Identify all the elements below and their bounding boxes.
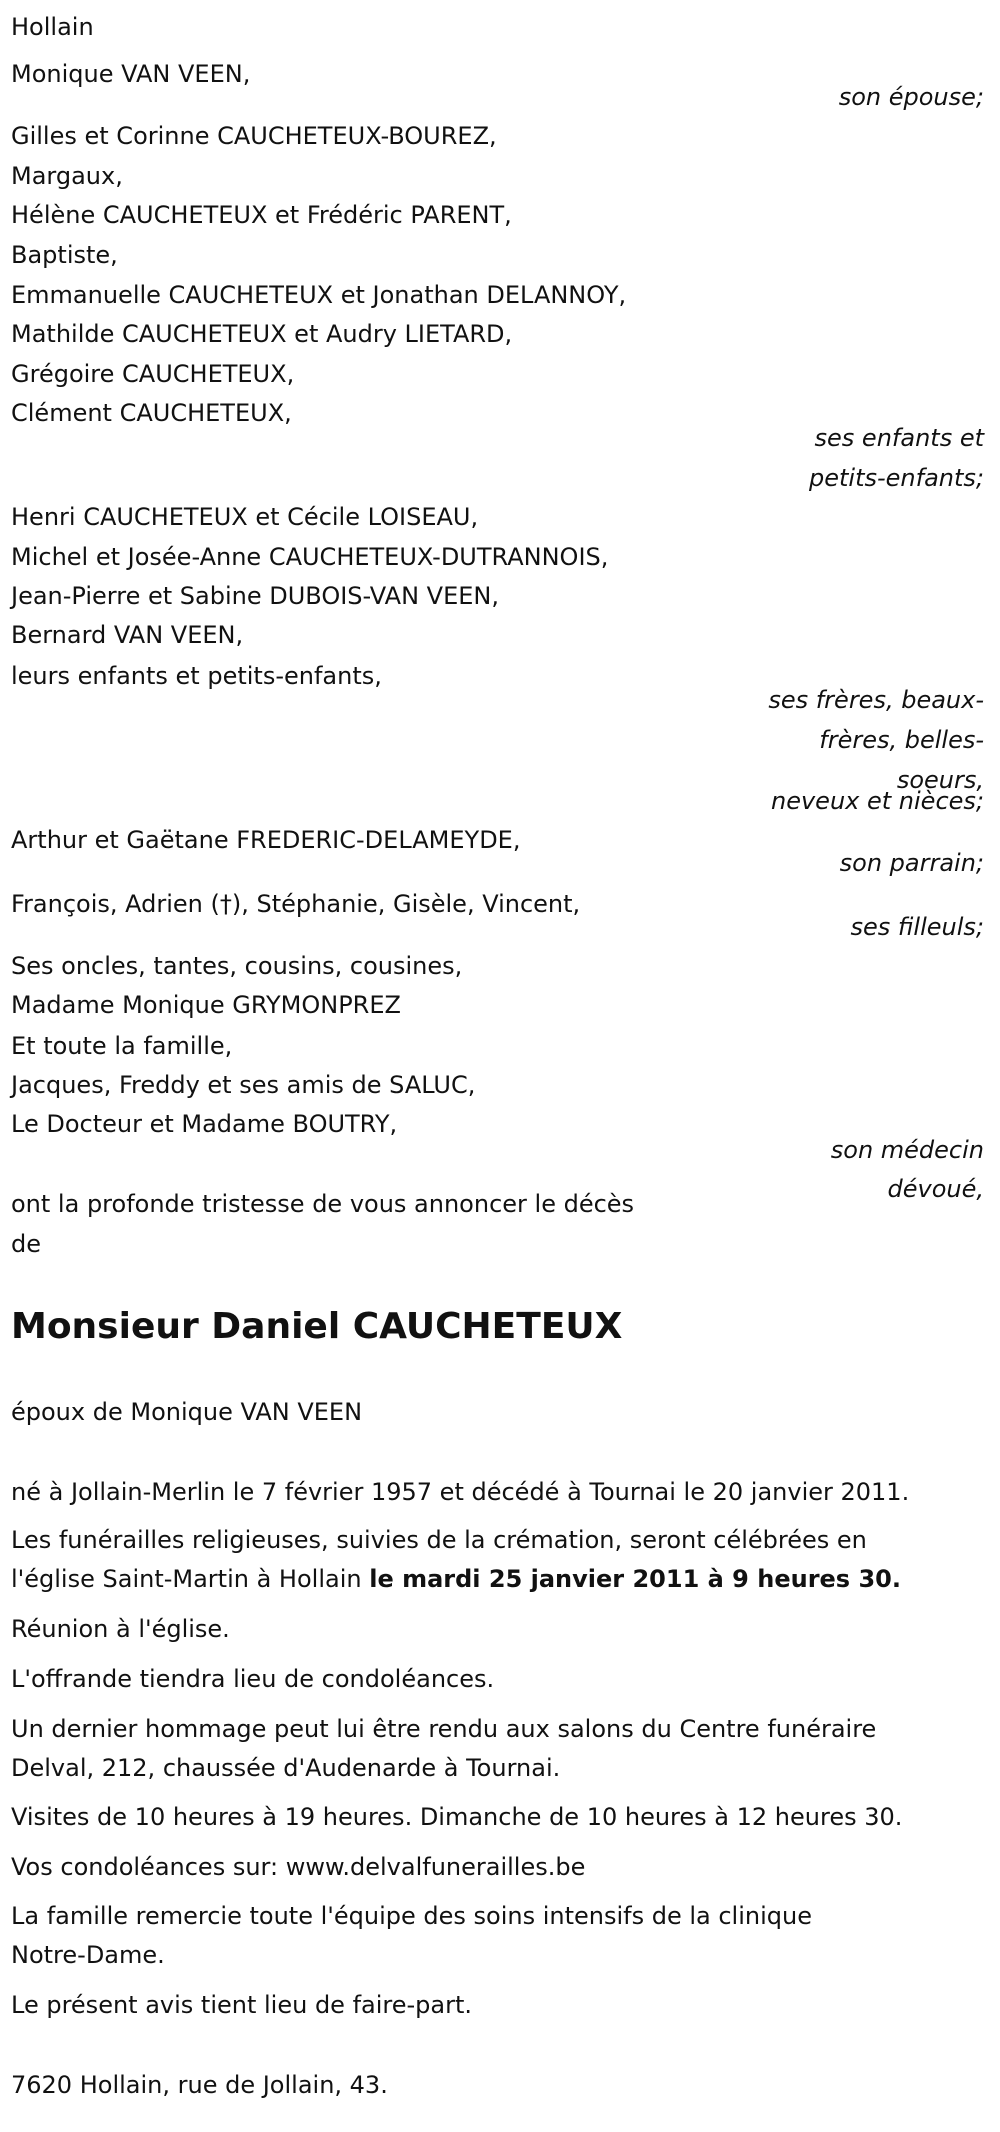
doctor-role: son médecin [830,1136,984,1164]
homage: Delval, 212, chaussée d'Audenarde à Tournai. [11,1754,561,1782]
announcement: ont la profonde tristesse de vous annoncer le décès [11,1190,635,1218]
child-name: Mathilde CAUCHETEUX et Audry LIETARD, [11,320,513,348]
godchildren-names: François, Adrien (†), Stéphanie, Gisèle, Vincent, [11,890,581,918]
birth-death: né à Jollain-Merlin le 7 février 1957 et décédé à Tournai le 20 janvier 2011. [11,1478,910,1506]
funeral-place: l'église Saint-Martin à Hollain [11,1565,370,1593]
sibling-name: leurs enfants et petits-enfants, [11,662,382,690]
child-name: Clément CAUCHETEUX, [11,399,292,427]
notice: Le présent avis tient lieu de faire-part. [11,1991,473,2019]
godparent-name: Arthur et Gaëtane FREDERIC-DELAMEYDE, [11,826,521,854]
child-name: Margaux, [11,162,123,190]
children-role: ses enfants et [814,424,984,452]
siblings-role: neveux et nièces; [771,787,984,815]
address: 7620 Hollain, rue de Jollain, 43. [11,2071,388,2099]
place: Hollain [11,13,94,41]
godchildren-role: ses filleuls; [850,913,984,941]
announcement: de [11,1230,41,1258]
child-name: Emmanuelle CAUCHETEUX et Jonathan DELANNOY, [11,281,627,309]
deceased-name: Monsieur Daniel CAUCHETEUX [11,1306,623,1347]
child-name: Hélène CAUCHETEUX et Frédéric PARENT, [11,201,512,229]
child-name: Baptiste, [11,241,118,269]
spouse-role: son épouse; [838,83,984,111]
godparent-role: son parrain; [839,849,984,877]
children-role: petits-enfants; [809,464,984,492]
other-name: Ses oncles, tantes, cousins, cousines, [11,952,463,980]
visits: Visites de 10 heures à 19 heures. Dimanche de 10 heures à 12 heures 30. [11,1803,903,1831]
sibling-name: Michel et Josée-Anne CAUCHETEUX-DUTRANNOIS, [11,543,609,571]
child-name: Grégoire CAUCHETEUX, [11,360,295,388]
sibling-name: Jean-Pierre et Sabine DUBOIS-VAN VEEN, [11,582,499,610]
spouse-name: Monique VAN VEEN, [11,60,251,88]
other-name: Madame Monique GRYMONPREZ [11,991,401,1019]
condolences: Vos condoléances sur: www.delvalfunerailles.be [11,1853,586,1881]
other-name: Jacques, Freddy et ses amis de SALUC, [11,1071,476,1099]
siblings-role: ses frères, beaux- [768,686,984,714]
homage: Un dernier hommage peut lui être rendu aux salons du Centre funéraire [11,1715,877,1743]
funeral-date: le mardi 25 janvier 2011 à 9 heures 30. [369,1565,901,1593]
offering: L'offrande tiendra lieu de condoléances. [11,1665,495,1693]
thanks: La famille remercie toute l'équipe des soins intensifs de la clinique [11,1902,812,1930]
funeral-line [11,1562,901,1596]
meeting: Réunion à l'église. [11,1615,230,1643]
child-name: Gilles et Corinne CAUCHETEUX-BOUREZ, [11,122,497,150]
funeral-line: Les funérailles religieuses, suivies de la crémation, seront célébrées en [11,1526,867,1554]
sibling-name: Bernard VAN VEEN, [11,621,244,649]
sibling-name: Henri CAUCHETEUX et Cécile LOISEAU, [11,503,479,531]
other-name: Le Docteur et Madame BOUTRY, [11,1110,398,1138]
spouse-of: époux de Monique VAN VEEN [11,1398,363,1426]
other-name: Et toute la famille, [11,1032,233,1060]
siblings-role: frères, belles- [819,726,984,754]
siblings-role: soeurs, [896,766,984,794]
doctor-role: dévoué, [887,1175,984,1203]
thanks: Notre-Dame. [11,1941,165,1969]
